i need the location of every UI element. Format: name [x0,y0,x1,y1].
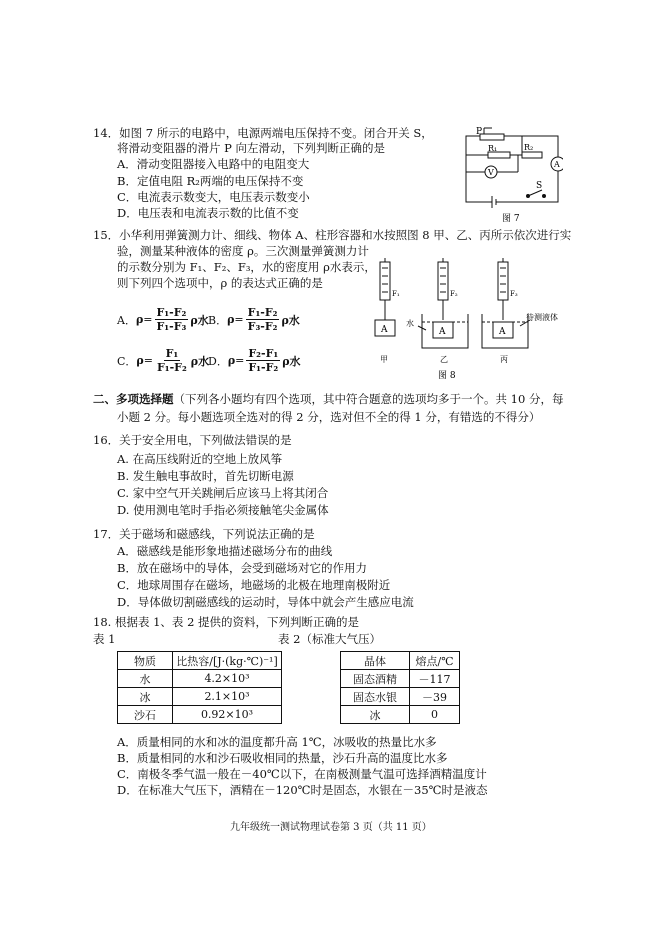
fig8-label-f3: F₃ [510,290,518,298]
table2-cell: －117 [410,670,460,688]
fig8-label-f1: F₁ [392,290,400,298]
q14-option-a: A．滑动变阻器接入电路中的电阻变大 [117,157,310,171]
q16-option-b: B. 发生触电事故时，首先切断电源 [117,469,294,483]
table2-cell: 0 [410,706,460,724]
experiment-figure-8 [360,258,560,388]
table1-title: 表 1 [93,632,116,646]
table1-header-substance: 物质 [118,652,173,670]
section2-instructions: （下列各小题均有四个选项，其中符合题意的选项均多于一个。共 10 分，每 [173,392,564,406]
q16-option-d: D. 使用测电笔时手指必须接触笔尖金属体 [117,503,329,517]
section2-heading-line1 [93,392,563,407]
table2-title: 表 2（标准大气压） [278,632,381,646]
q18-stem: 18. 根据表 1、表 2 提供的资料，下列判断正确的是 [93,615,360,629]
q16-option-a: A. 在高压线附近的空地上放风筝 [117,452,283,466]
q15-option-b: B． ρ = $\frac{\text{F₁-F₂}}{\text{F₃-F₂}}$ ρ水 [208,306,300,333]
fig7-caption: 图 7 [502,214,520,224]
q15-option-c: C． ρ = $\frac{\text{F₁}}{\text{F₁-F₂}}$ ρ水 [117,347,210,374]
q18-option-b: B．质量相同的水和沙石吸收相同的热量，沙石升高的温度比水多 [117,751,448,765]
section2-heading-line2: 小题 2 分。每小题选项全选对的得 2 分，选对但不全的得 1 分，有错选的不得分） [117,410,541,424]
table2-cell: 冰 [341,706,410,724]
q15-stem-line3: 的示数分别为 F₁、F₂、F₃，水的密度用 ρ水表示， [117,260,376,274]
q15-stem-line1: 15．小华利用弹簧测力计、细线、物体 A、柱形容器和水按照图 8 甲、乙、丙所示依次进行实 [93,228,572,242]
table-row [341,688,460,706]
fig7-switch-s: S [536,181,543,191]
fig8-label-f2: F₂ [450,290,458,298]
table-row [118,688,282,706]
table1-cell: 冰 [118,688,173,706]
fig8-label-jia: 甲 [380,355,388,364]
table2-header-melting-point: 熔点/℃ [410,652,460,670]
fig8-object-a-jia: A [381,325,388,335]
q17-option-c: C．地球周围存在磁场，地磁场的北极在地理南极附近 [117,578,391,592]
fig8-object-a-bing: A [499,327,506,337]
fig7-voltmeter-v: V [488,168,494,177]
q18-option-c: C．南极冬季气温一般在－40℃以下，在南极测量气温可选择酒精温度计 [117,767,487,781]
table1-header-specific-heat: 比热容/[J·(kg·℃)⁻¹] [173,652,282,670]
table1-cell: 0.92×10³ [173,706,282,724]
table2-cell: 固态水银 [341,688,410,706]
fig8-label-water: 水 [406,319,414,328]
table2-melting-point [340,651,460,724]
table-row [118,670,282,688]
q17-stem: 17．关于磁场和磁感线，下列说法正确的是 [93,527,315,541]
q18-option-a: A．质量相同的水和冰的温度都升高 1℃，冰吸收的热量比水多 [117,735,437,749]
section2-title: 二、多项选择题 [93,392,174,406]
table-row [118,706,282,724]
q14-stem-line1: 14．如图 7 所示的电路中，电源两端电压保持不变。闭合开关 S， [93,126,433,140]
fig7-label-r1: R₁ [488,144,498,153]
q15-stem-line4: 则下列四个选项中，ρ 的表达式正确的是 [117,276,323,290]
fig8-caption: 图 8 [438,371,456,381]
q14-option-c: C．电流表示数变大，电压表示数变小 [117,190,310,204]
table-row [341,706,460,724]
q14-stem-line2: 将滑动变阻器的滑片 P 向左滑动，下列判断正确的是 [117,141,386,155]
fig8-label-bing: 丙 [500,355,508,364]
fig8-object-a-yi: A [439,327,446,337]
q18-option-d: D．在标准大气压下，酒精在－120℃时是固态，水银在－35℃时是液态 [117,783,488,797]
q16-stem: 16．关于安全用电，下列做法错误的是 [93,433,292,447]
table2-cell: －39 [410,688,460,706]
q15-option-a: A． ρ = $\frac{\text{F₁-F₂}}{\text{F₁-F₃}}$ ρ水 [117,306,209,333]
table1-cell: 沙石 [118,706,173,724]
table1-specific-heat [117,651,282,724]
q15-option-d: D． ρ = $\frac{\text{F₂-F₁}}{\text{F₁-F₂}}$ ρ水 [208,347,301,374]
table1-cell: 4.2×10³ [173,670,282,688]
q14-option-b: B．定值电阻 R₂两端的电压保持不变 [117,174,304,188]
table2-header-crystal: 晶体 [341,652,410,670]
page-footer: 九年级统一测试物理试卷第 3 页（共 11 页） [230,822,432,833]
fig8-label-yi: 乙 [440,355,448,364]
fig8-label-liquid: 待测液体 [526,313,558,322]
q17-option-a: A．磁感线是能形象地描述磁场分布的曲线 [117,544,333,558]
fig7-ammeter-a: A [554,160,560,169]
q14-option-d: D．电压表和电流表示数的比值不变 [117,206,299,220]
q17-option-b: B．放在磁场中的导体，会受到磁场对它的作用力 [117,561,367,575]
q17-option-d: D．导体做切割磁感线的运动时，导体中就会产生感应电流 [117,595,414,609]
fig7-label-p: P [476,127,483,137]
table-row [341,670,460,688]
q16-option-c: C. 家中空气开关跳闸后应该马上将其闭合 [117,486,329,500]
table1-cell: 水 [118,670,173,688]
q15-stem-line2: 验，测量某种液体的密度 ρ。三次测量弹簧测力计 [117,244,369,258]
fig7-label-r2: R₂ [524,143,534,152]
circuit-figure-7 [458,124,563,224]
table2-cell: 固态酒精 [341,670,410,688]
table1-cell: 2.1×10³ [173,688,282,706]
